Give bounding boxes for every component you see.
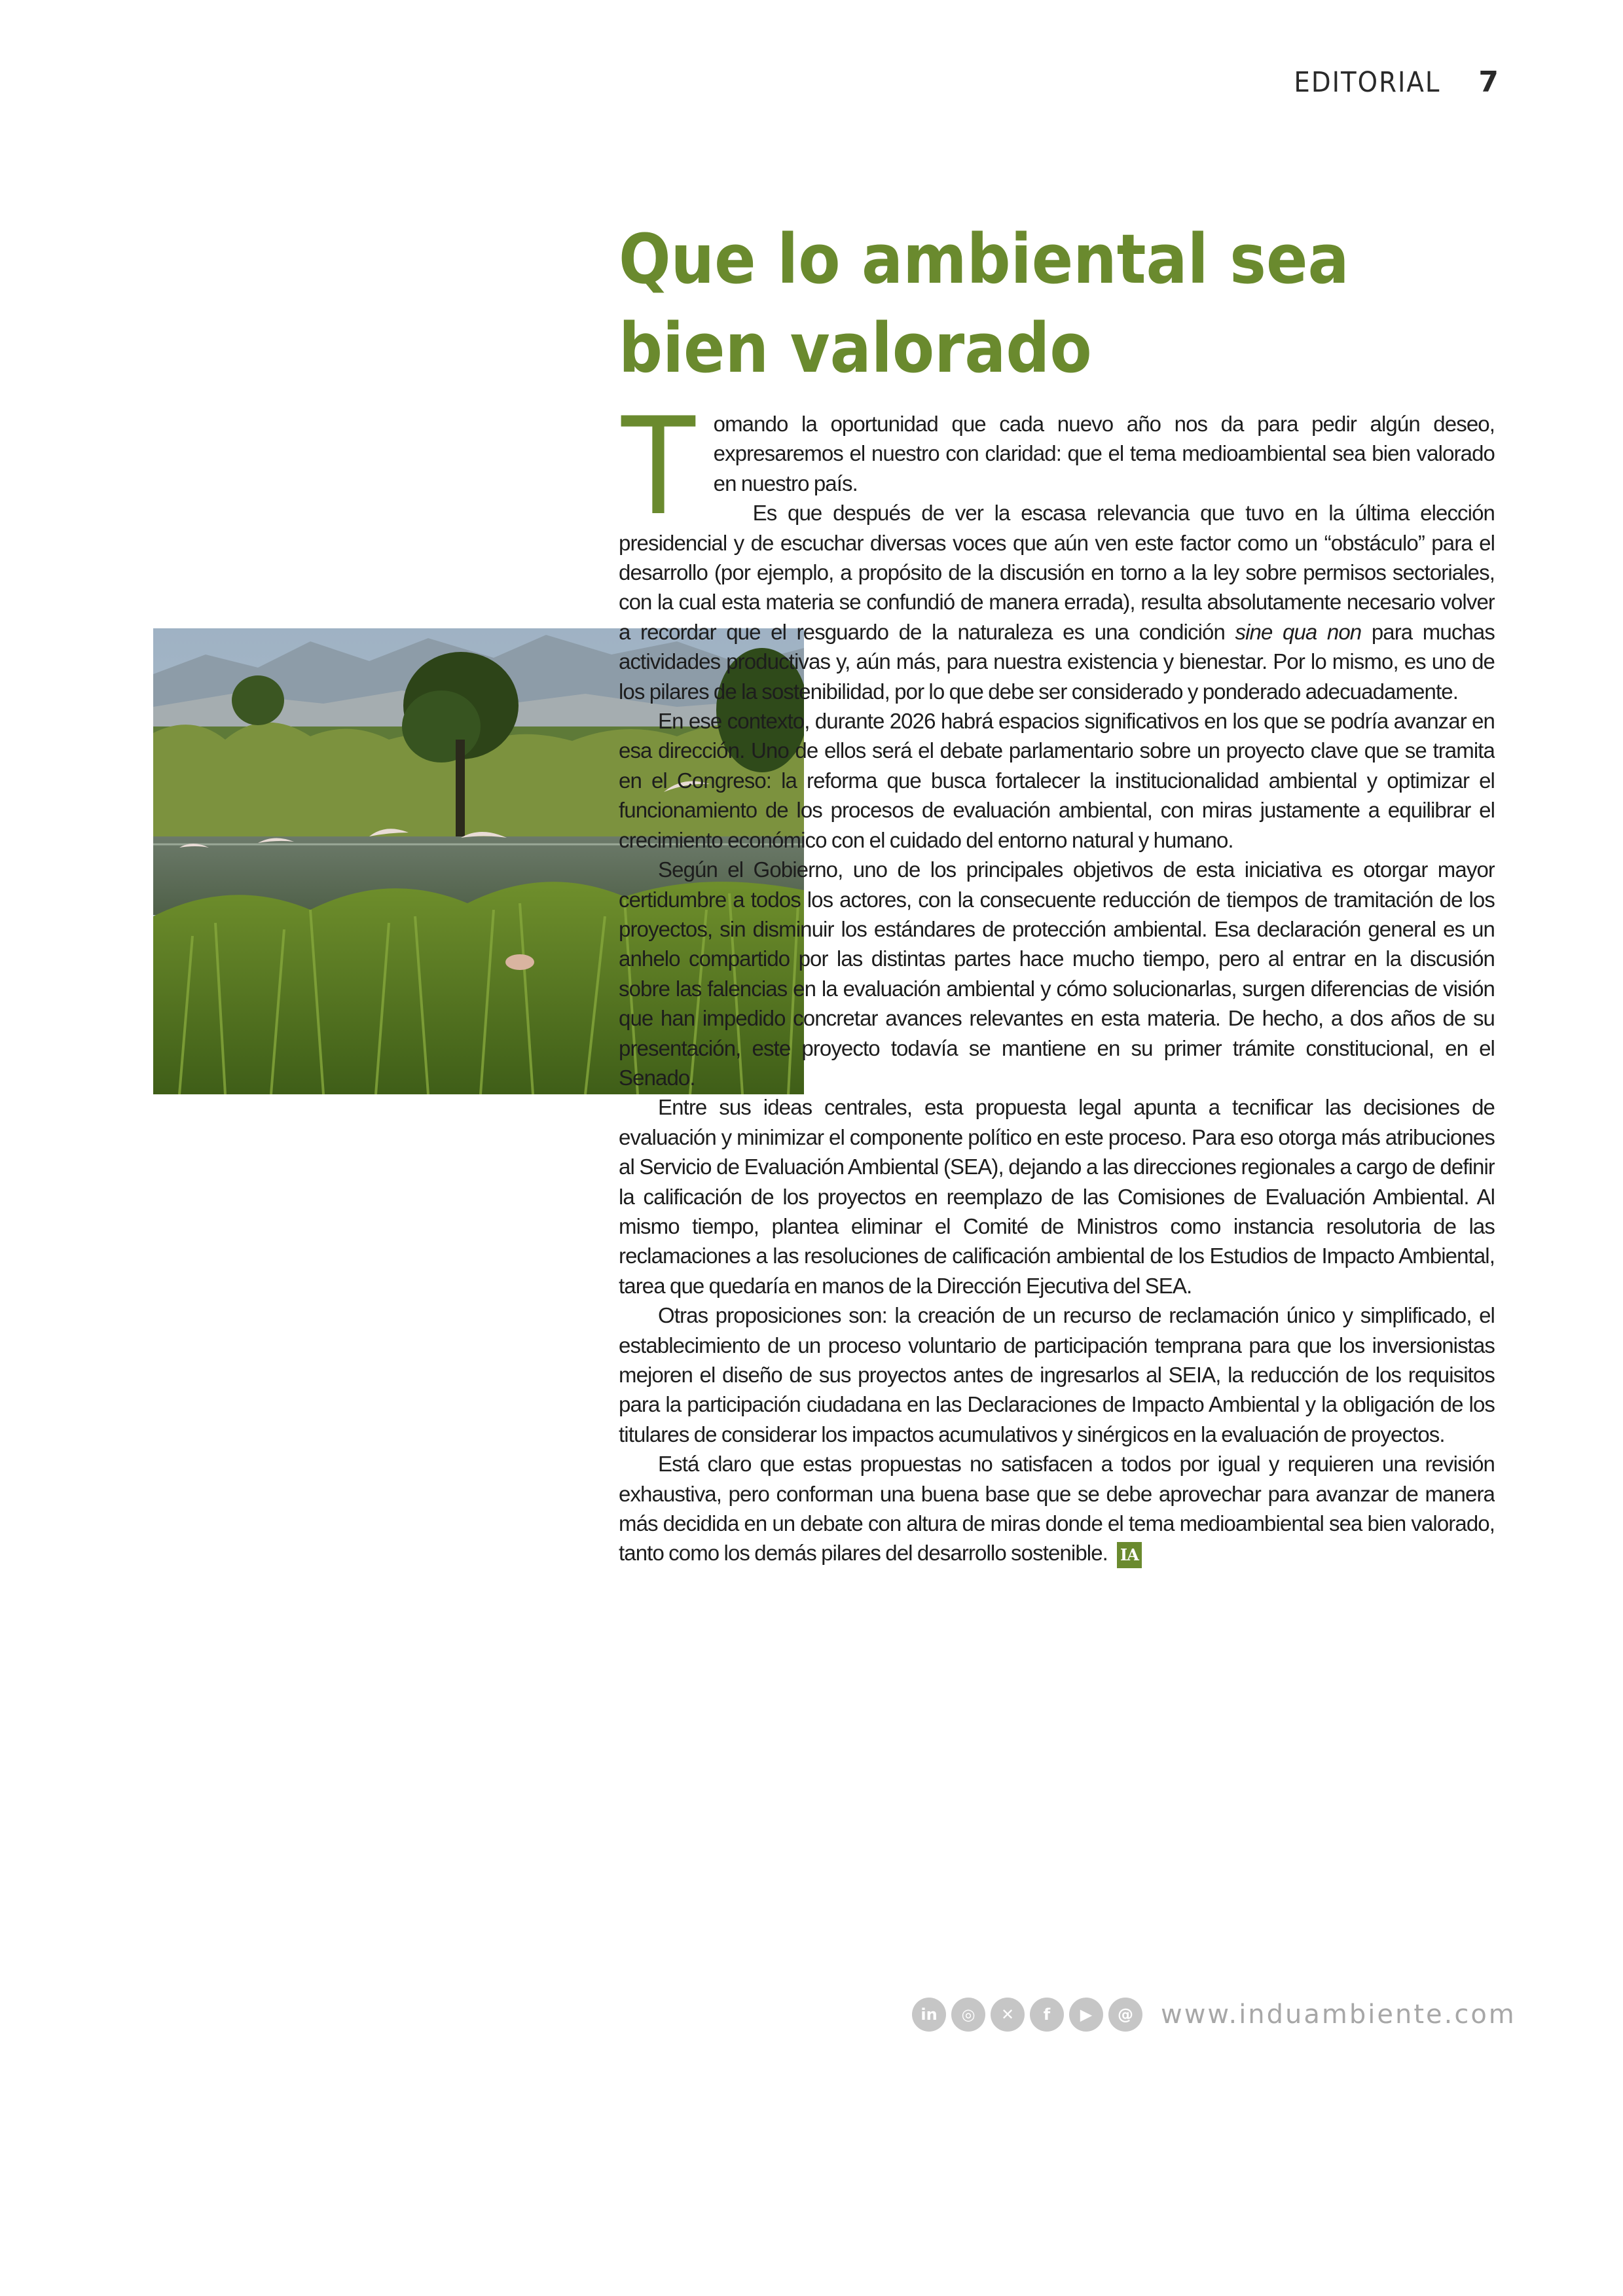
youtube-icon[interactable]: ▶ (1069, 1998, 1103, 2032)
website-link[interactable]: www.induambiente.com (1161, 2000, 1516, 2030)
page-footer (912, 1998, 1516, 2032)
running-header (1294, 65, 1499, 99)
paragraph-2-part-b: para muchas actividades productivas y, aún más, para nuestra existencia y bienestar. Por lo mismo, es uno de los pilares de la sostenibilidad, por lo que debe ser considerado y ponderado adecuadamente. (619, 619, 1495, 704)
page-number: 7 (1478, 65, 1499, 99)
social-links (912, 1998, 1142, 2032)
paragraph-2-part-a: Es que después de ver la escasa relevancia que tuvo en la última elección presidencial y de escuchar diversas voces que aún ven este factor como un “obstáculo” para el desarrollo (por ejemplo, a propósito de la discusión en torno a la ley sobre permisos sectoriales, con la cual esta materia se confundió de manera errada), resulta absolutamente necesario volver a recordar que el resguardo de la naturaleza es una condición (619, 501, 1495, 644)
title-line-2: bien valorado (619, 308, 1092, 388)
threads-icon[interactable]: @ (1108, 1998, 1142, 2032)
paragraph-1: omando la oportunidad que cada nuevo año nos da para pedir algún deseo, expresaremos el nuestro con claridad: que el tema medioambiental sea bien valorado en nuestro país. (713, 412, 1495, 495)
title-line-1: Que lo ambiental sea (619, 219, 1349, 299)
paragraph-4: Según el Gobierno, uno de los principales objetivos de esta iniciativa es otorgar mayor certidumbre a todos los actores, con la consecuente reducción de tiempos de tramitación de los proyectos, sin disminuir los estándares de protección ambiental. Esa declaración general es un anhelo compartido por las distintas partes hace mucho tiempo, pero al entrar en la discusión sobre las falencias en la evaluación ambiental y cómo solucionarlas, surgen diferencias de visión que han impedido concretar avances relevantes en esta materia. De hecho, a dos años de su presentación, este proyecto todavía se mantiene en su primer trámite constitucional, en el Senado. (619, 857, 1495, 1090)
paragraph-7-text: Está claro que estas propuestas no satisfacen a todos por igual y requieren una revisión exhaustiva, pero conforman una buena base que se debe aprovechar para avanzar de manera más decidida en un debate con altura de miras donde el tema medioambiental sea bien valorado, tanto como los demás pilares del desarrollo sostenible. (619, 1452, 1495, 1566)
instagram-icon[interactable]: ◎ (951, 1998, 985, 2032)
paragraph-5: Entre sus ideas centrales, esta propuesta legal apunta a tecnificar las decisiones de evaluación y minimizar el componente político en este proceso. Para eso otorga más atribuciones al Servicio de Evaluación Ambiental (SEA), dejando a las direcciones regionales a cargo de definir la calificación de los proyectos en reemplazo de las Comisiones de Evaluación Ambiental. Al mismo tiempo, plantea eliminar el Comité de Ministros como instancia resolutoria de las reclamaciones a las resoluciones de calificación ambiental de los Estudios de Impacto Ambiental, tarea que quedaría en manos de la Dirección Ejecutiva del SEA. (619, 1095, 1495, 1298)
paragraph-2 (619, 498, 1495, 706)
paragraph-7 (619, 1449, 1495, 1568)
paragraph-6: Otras proposiciones son: la creación de un recurso de reclamación único y simplificado, el establecimiento de un proceso voluntario de participación temprana para que los inversionistas mejoren el diseño de sus proyectos antes de ingresarlos al SEIA, la reducción de los requisitos para la participación ciudadana en las Declaraciones de Impacto Ambiental y la obligación de los titulares de considerar los impactos acumulativos y sinérgicos en la evaluación de proyectos. (619, 1303, 1495, 1446)
paragraph-3: En ese contexto, durante 2026 habrá espacios significativos en los que se podría avanzar en esa dirección. Uno de ellos será el debate parlamentario sobre un proyecto clave que se tramita en el Congreso: la reforma que busca fortalecer la institucionalidad ambiental y optimizar el funcionamiento de los procesos de evaluación ambiental, con miras justamente a equilibrar el crecimiento económico con el cuidado del entorno natural y humano. (619, 709, 1495, 852)
x-icon[interactable]: ✕ (991, 1998, 1025, 2032)
linkedin-icon[interactable]: in (912, 1998, 946, 2032)
section-name: EDITORIAL (1294, 66, 1441, 99)
editorial-body (619, 409, 1495, 1757)
latin-phrase: sine qua non (1235, 619, 1362, 644)
facebook-icon[interactable]: f (1030, 1998, 1064, 2032)
drop-cap: T (621, 409, 695, 545)
end-mark-logo: IA (1117, 1542, 1142, 1568)
article-title (619, 215, 1470, 393)
